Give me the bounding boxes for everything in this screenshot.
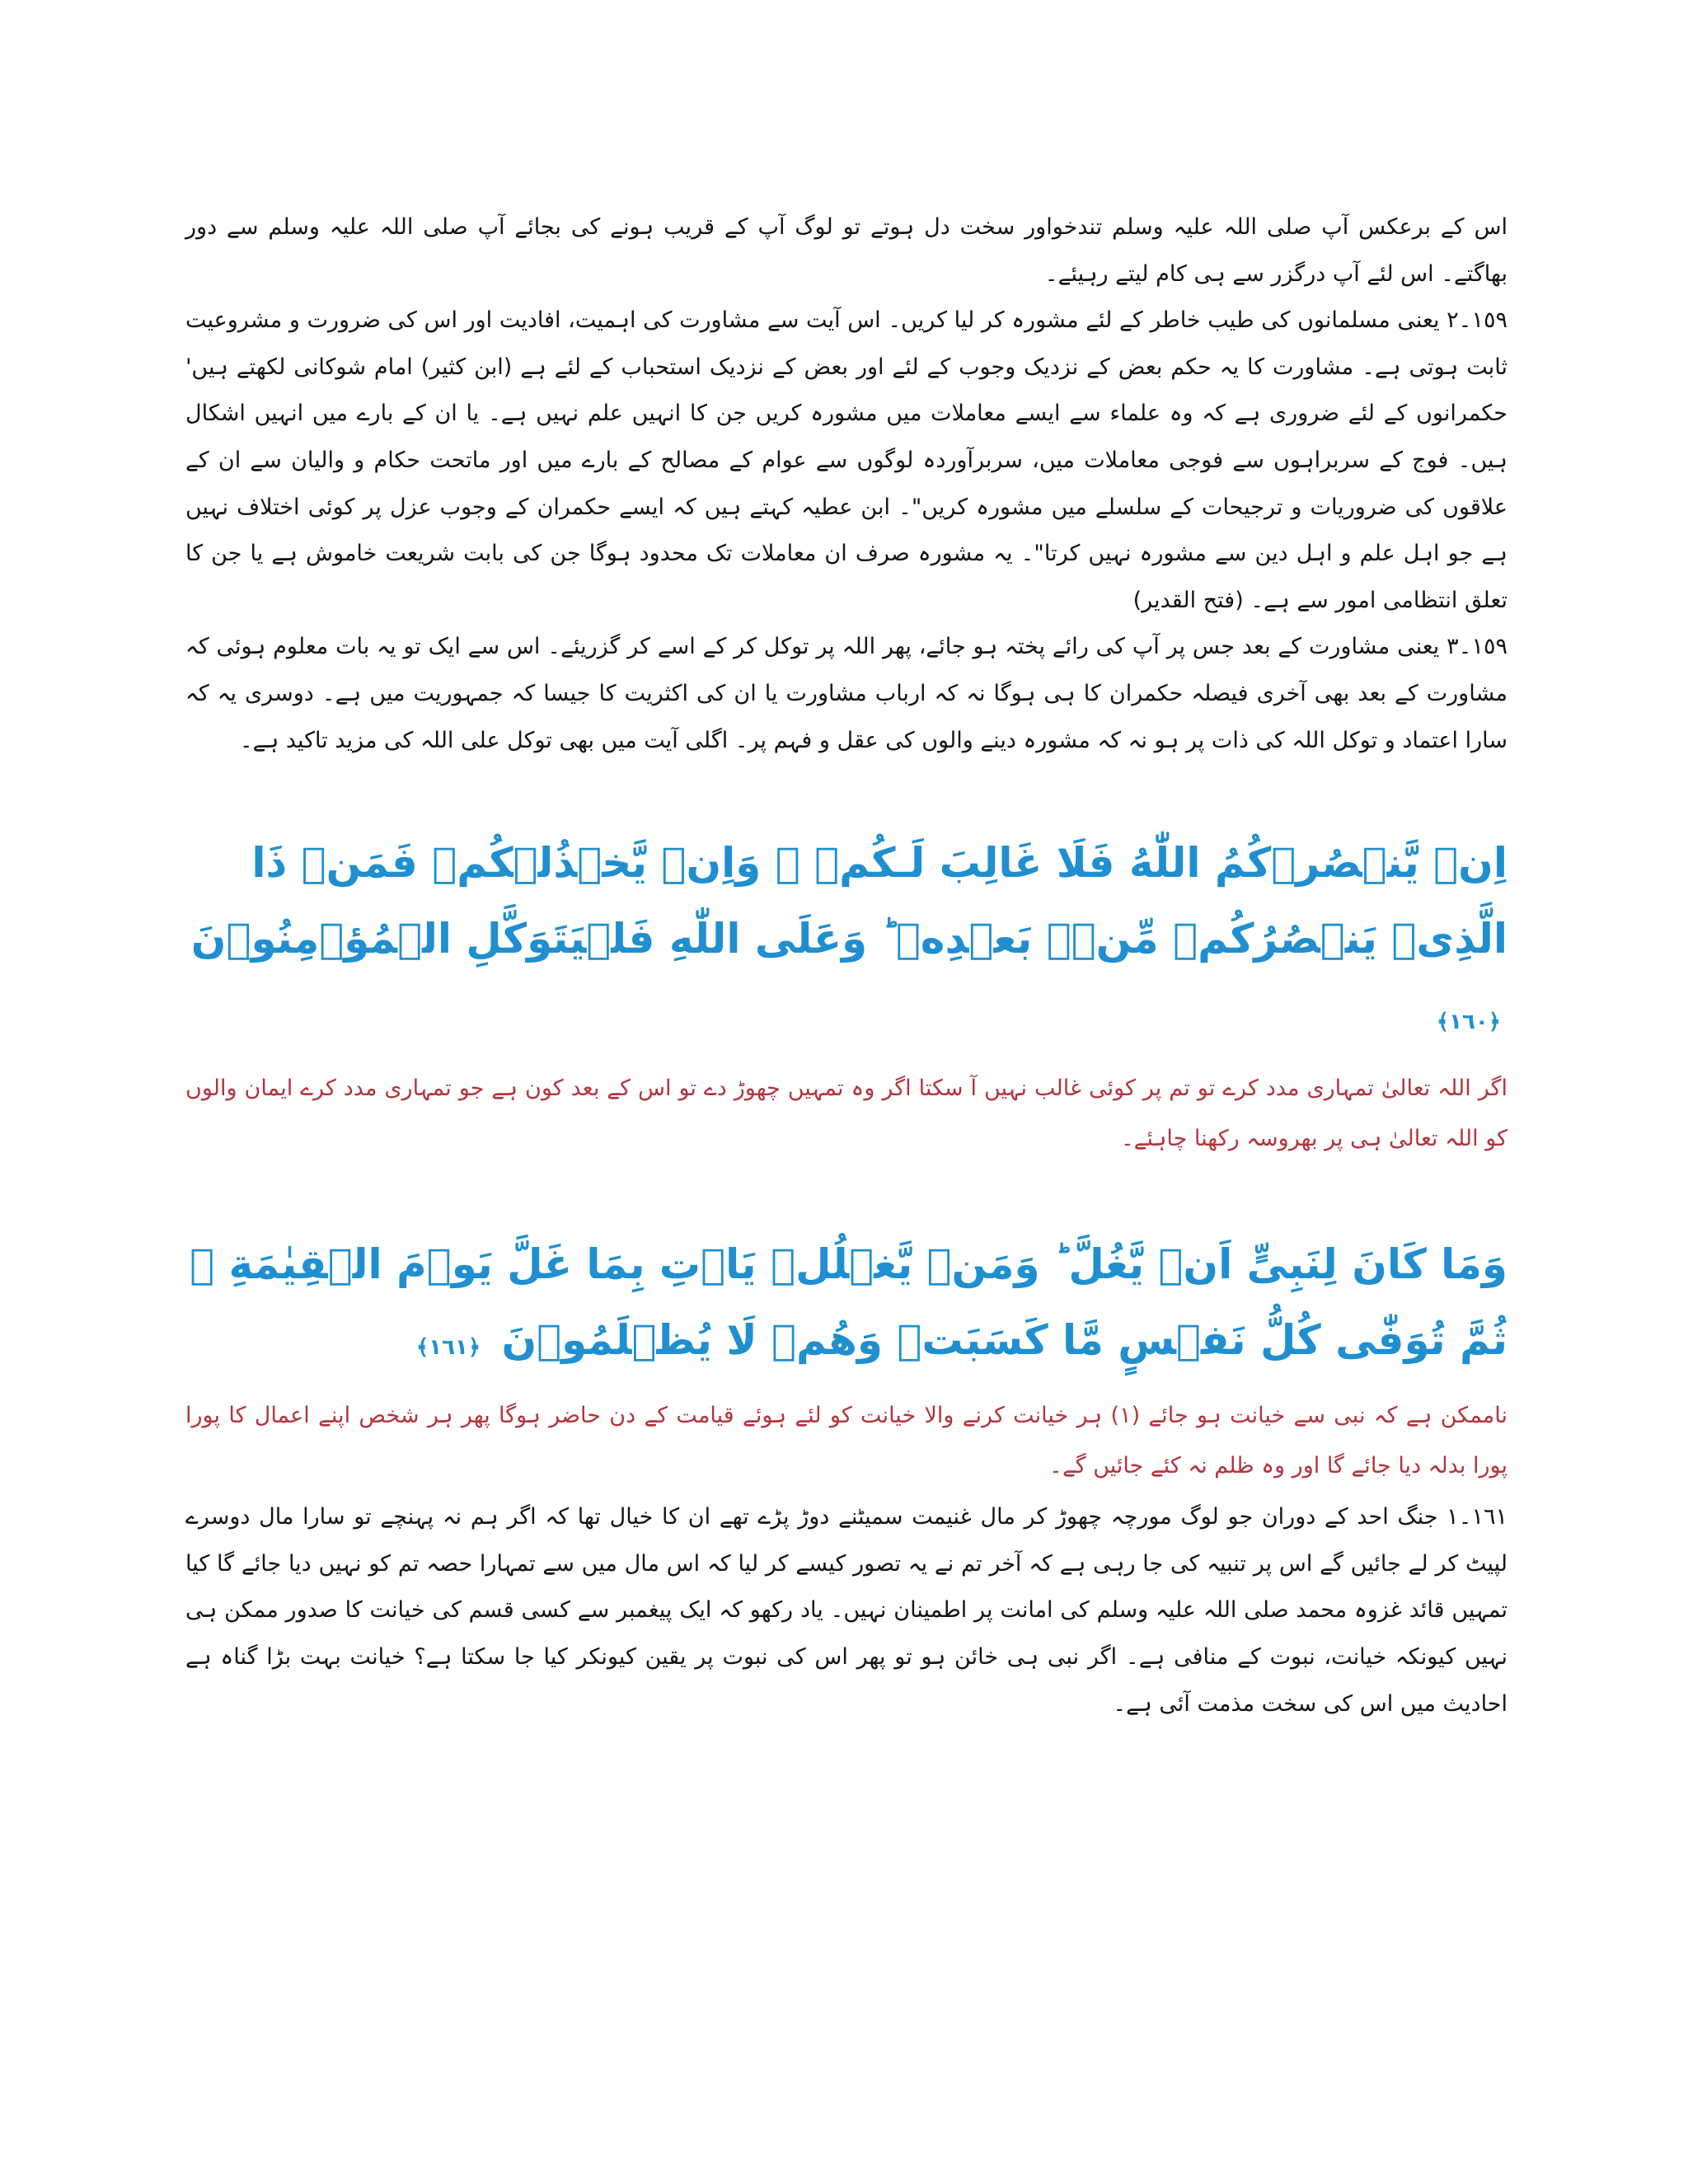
verse-160-arabic-text: اِنۡ يَّنۡصُرۡكُمُ اللّٰهُ فَلَا غَالِبَ لَـكُمۡ​ ۚ وَاِنۡ يَّخۡذُلۡكُمۡ فَمَنۡ ذَا الَّذِىۡ يَنۡصُرُكُمۡ مِّنۡۢ بَعۡدِهٖ​ ؕ وَعَلَى اللّٰهِ فَلۡيَتَوَكَّلِ الۡمُؤۡمِنُوۡنَ [190,839,1507,963]
quran-verse-161 [185,1226,1507,1385]
verse-161-translation: ناممکن ہے کہ نبی سے خیانت ہو جائے (١) ہر خیانت کرنے والا خیانت کو لئے ہوئے قیامت کے دن حاضر ہوگا پھر ہر شخص اپنے اعمال کا پورا پورا بدلہ دیا جائے گا اور وہ ظلم نہ کئے جائیں گے۔ [185,1403,1508,1479]
commentary-note-159-2: ١٥٩۔٢ یعنی مسلمانوں کی طیب خاطر کے لئے مشورہ کر لیا کریں۔ اس آیت سے مشاورت کی اہمیت، افادیت اور اس کی ضرورت و مشروعیت ثابت ہوتی ہے۔ مشاورت کا یہ حکم بعض کے نزدیک وجوب کے لئے اور بعض کے نزدیک استحباب کے لئے ہے (ابن کثیر) امام شوکانی لکھتے ہیں' حکمرانوں کے لئے ضروری ہے کہ وہ علماء سے ایسے معاملات میں مشورہ کریں جن کا انہیں علم نہیں ہے۔ یا ان کے بارے میں انہیں اشکال ہیں۔ فوج کے سربراہوں سے فوجی معاملات میں، سربرآوردہ لوگوں سے عوام کے مصالح کے بارے میں اور ماتحت حکام و والیان سے ان کے علاقوں کی ضروریات و ترجیحات کے سلسلے میں مشورہ کریں"۔ ابن عطیہ کہتے ہیں کہ ایسے حکمران کے وجوب عزل پر کوئی اختلاف نہیں ہے جو اہل علم و اہل دین سے مشورہ نہیں کرتا"۔ یہ مشورہ صرف ان معاملات تک محدود ہوگا جن کی بابت شریعت خاموش ہے یا جن کا تعلق انتظامی امور سے ہے۔ (فتح القدیر) [185,307,1507,613]
page-content [185,204,1507,1727]
verse-161-arabic-text: وَمَا كَانَ لِنَبِىٍّ اَنۡ يَّغُلَّ​ ؕ وَمَنۡ يَّغۡلُلۡ يَاۡتِ بِمَا غَلَّ يَوۡمَ الۡقِيٰمَةِ​ ۚ ثُمَّ تُوَفّٰى كُلُّ نَفۡسٍ مَّا كَسَبَتۡ وَهُمۡ لَا يُظۡلَمُوۡنَ [190,1240,1507,1365]
verse-160-number: ١٦٠ [1449,1010,1489,1035]
verse-160-number-marker: ﴿١٦٠﴾ [1436,1010,1501,1035]
quran-verse-160 [185,825,1507,1060]
commentary-intro-paragraph: اس کے برعکس آپ صلی اللہ علیہ وسلم تندخواور سخت دل ہوتے تو لوگ آپ کے قریب ہونے کی بجائے آپ صلی اللہ علیہ وسلم سے دور بھاگتے۔ اس لئے آپ درگزر سے ہی کام لیتے رہیئے۔ [185,214,1507,287]
commentary-note-159-3: ١٥٩۔٣ یعنی مشاورت کے بعد جس پر آپ کی رائے پختہ ہو جائے، پھر اللہ پر توکل کر کے اسے کر گزریئے۔ اس سے ایک تو یہ بات معلوم ہوئی کہ مشاورت کے بعد بھی آخری فیصلہ حکمران کا ہی ہوگا نہ کہ ارباب مشاورت یا ان کی اکثریت کا جیسا کہ جمہوریت میں ہے۔ دوسری یہ کہ سارا اعتماد و توکل اللہ کی ذات پر ہو نہ کہ مشورہ دینے والوں کی عقل و فہم پر۔ اگلی آیت میں بھی توکل علی اللہ کی مزید تاکید ہے۔ [185,634,1507,753]
commentary-note-161-1: ١٦١۔١ جنگ احد کے دوران جو لوگ مورچہ چھوڑ کر مال غنیمت سمیٹنے دوڑ پڑے تھے ان کا خیال تھا کہ اگر ہم نہ پہنچے تو سارا مال دوسرے لپیٹ کر لے جائیں گے اس پر تنبیہ کی جا رہی ہے کہ آخر تم نے یہ تصور کیسے کر لیا کہ اس مال میں سے تمہارا حصہ تم کو نہیں دیا جائے گا کیا تمہیں قائد غزوہ محمد صلی اللہ علیہ وسلم کی امانت پر اطمینان نہیں۔ یاد رکھو کہ ایک پیغمبر سے کسی قسم کی خیانت کا صدور ممکن ہی نہیں کیونکہ خیانت، نبوت کے منافی ہے۔ اگر نبی ہی خائن ہو تو پھر اس کی نبوت پر یقین کیونکر کیا جا سکتا ہے؟ خیانت بہت بڑا گناہ ہے احادیث میں اس کی سخت مذمت آئی ہے۔ [185,1504,1507,1717]
verse-161-number-marker: ﴿١٦١﴾ [415,1335,481,1361]
verse-160-translation: اگر اللہ تعالیٰ تمہاری مدد کرے تو تم پر کوئی غالب نہیں آ سکتا اگر وہ تمہیں چھوڑ دے تو اس کے بعد کون ہے جو تمہاری مدد کرے ایمان والوں کو اللہ تعالیٰ ہی پر بھروسہ رکھنا چاہئے۔ [185,1076,1507,1152]
verse-161-number: ١٦١ [429,1335,468,1361]
